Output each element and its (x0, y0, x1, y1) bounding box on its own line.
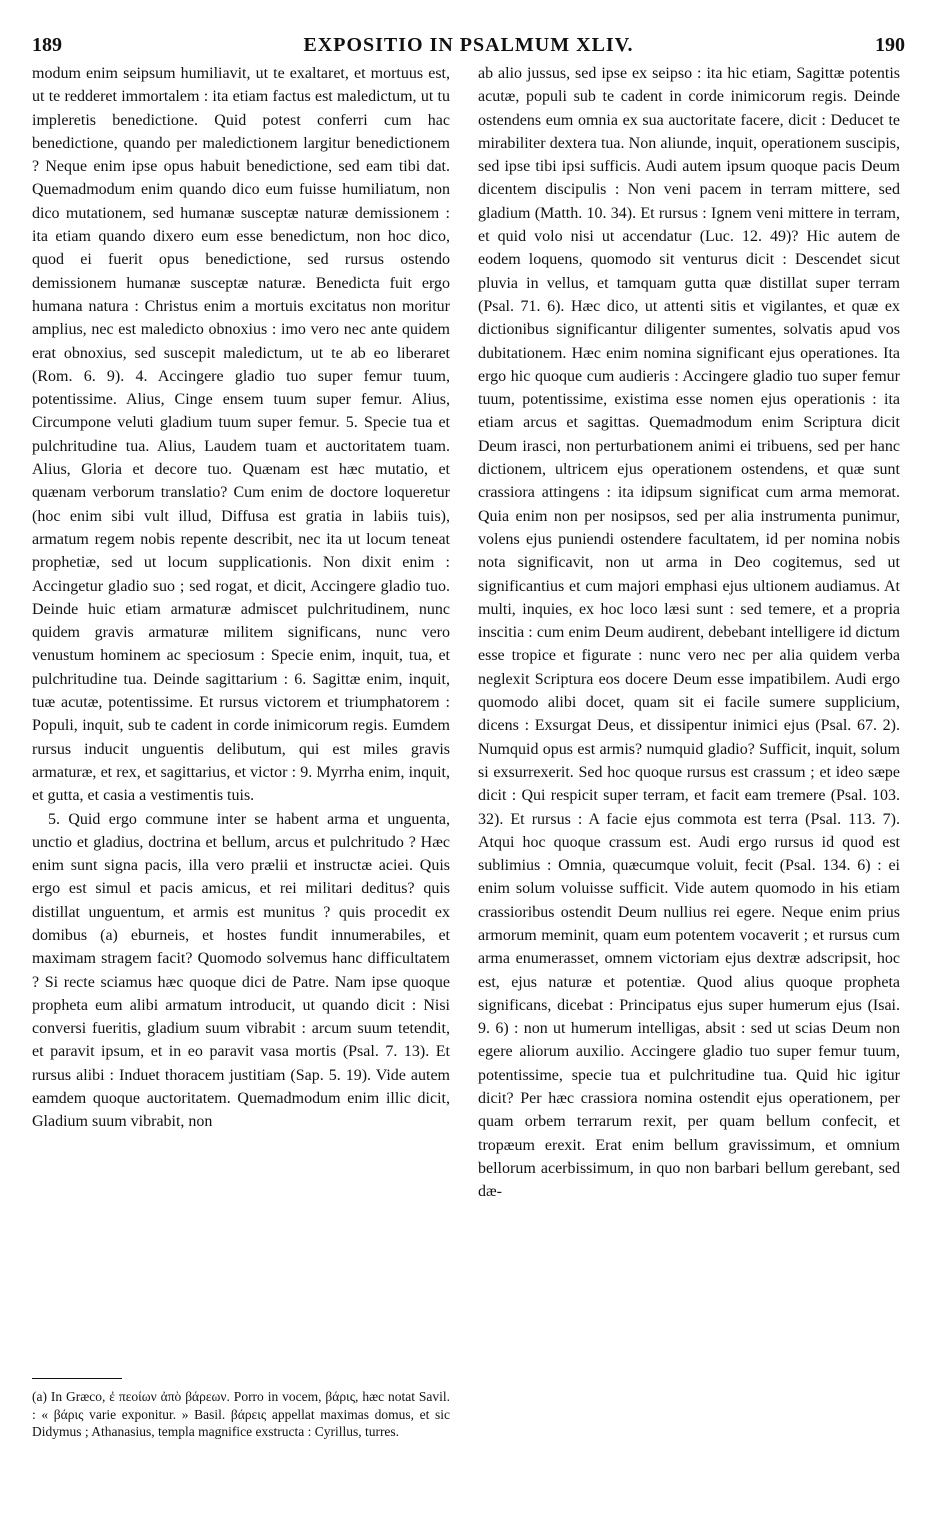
page-number-right: 190 (875, 34, 905, 56)
left-paragraph-1: modum enim seipsum humiliavit, ut te exaltaret, et mortuus est, ut te redderet immortalem : ita etiam factus est maledictum, ut tu impleretis benedictione. Quid potest conferri cum hac benedictione, quando per maledictionem largitur benedictionem ? Neque enim ipse opus habuit benedictione, sed eam tibi dat. Quemadmodum enim quando dico eum fuisse humiliatum, non dico mutationem, sed humanæ susceptæ naturæ demissionem : ita etiam quando dixero eum esse benedictum, non hoc dico, quod ei fuerit opus benedictione, sed rursus ostendo demissionem humanæ susceptæ naturæ. Benedicta fuit ergo humana natura : Christus enim a mortuis excitatus non moritur amplius, nec est maledicto obnoxius : imo vero nec ante quidem erat obnoxius, sed suscepit maledictum, ut te ab eo liberaret (Rom. 6. 9). 4. Accingere gladio tuo super femur tuum, potentissime. Alius, Cinge ensem tuum super femur. Alius, Circumpone veluti gladium tuum super femur. 5. Specie tua et pulchritudine tua. Alius, Laudem tuam et auctoritatem tuam. Alius, Gloria et decore tuo. Quænam est hæc mutatio, et quænam verborum translatio? Cum enim de doctore loqueretur (hoc enim sibi vult illud, Diffusa est gratia in labiis tuis), armatum regem nobis repente describit, nec ita ut locum teneat prophetiæ, sed ut locum supplicationis. Non dixit enim : Accingetur gladio suo ; sed rogat, et dicit, Accingere gladio tuo. Deinde huic etiam armaturæ admiscet pulchritudinem, nunc quidem gravis armaturæ militem significans, nunc vero venustum hominem ac speciosum : Specie enim, inquit, tua, et pulchritudine tua. Deinde sagittarium : 6. Sagittæ enim, inquit, tuæ acutæ, potentissime. Et rursus victorem et triumphatorem : Populi, inquit, sub te cadent in corde inimicorum regis. Eumdem rursus inducit unguentis delibutum, qui est miles gravis armaturæ, et rex, et sagittarius, et victor : 9. Myrrha enim, inquit, et gutta, et casia a vestimentis tuis. (32, 65, 450, 805)
right-paragraph-1: ab alio jussus, sed ipse ex seipso : ita hic etiam, Sagittæ potentis acutæ, populi sub te cadent in corde inimicorum regis. Deinde ostendens eum omnia ex sua auctoritate facere, dicit : Deducet te mirabiliter dextera tua. Non aliunde, inquit, operationem suscipis, sed ipse tibi ipsi sufficis. Audi autem ipsum quoque pacis Deum dicentem discipulis : Non veni pacem in terram mittere, sed gladium (Matth. 10. 34). Et rursus : Ignem veni mittere in terram, et quid volo nisi ut accendatur (Luc. 12. 49)? Hic autem de eodem loquens, quomodo sit venturus dicit : Descendet sicut pluvia in vellus, et tamquam gutta quæ distillat super terram (Psal. 71. 6). Hæc dico, ut attenti sitis et vigilantes, et quæ ex dictionibus significantur diligenter sumentes, solvatis apud vos dubitationem. Hæc enim nomina significant ejus operationes. Ita ergo hic quoque cum audieris : Accingere gladio tuo super femur tuum, potentissime, existima esse nomen ejus operationis : ita etiam arcus et sagittas. Quemadmodum enim Scriptura dicit Deum irasci, non perturbationem animi ei tribuens, sed per hanc dictionem, ultricem ejus operationem ostendens, et quæ sunt crassiora attingens : ita idipsum significat cum arma memorat. Quia enim non per nosipsos, sed per alia instrumenta punimur, volens ejus puniendi ostendere facultatem, id per nomina nobis nota significavit, non ut arma in Deo cogitemus, sed ut significantius et cum majori emphasi ejus ultionem audiamus. At multi, inquies, ex hoc loco læsi sunt : sed temere, et a propria inscitia : cum enim Deum audirent, debebant intelligere id dictum esse tropice et figurate : nunc vero nec per alia quidem verba neglexit Scriptura eos docere Deum esse impatibilem. Audi ergo quomodo alibi docet, quam sit ei facile sumere supplicium, dicens : Exsurgat Deus, et dissipentur inimici ejus (Psal. 67. 2). Numquid opus est armis? numquid gladio? Sufficit, inquit, solum si exsurrexerit. Sed hoc quoque rursus est crassum ; et ideo sæpe dicit : Qui respicit super terram, et facit eam tremere (Psal. 103. 32). Et rursus : A facie ejus commota est terra (Psal. 113. 7). Atqui hoc quoque crassum est. Audi ergo rursus id quod est sublimius : Omnia, quæcumque voluit, fecit (Psal. 134. 6) : ei enim solum voluisse sufficit. Vide autem quomodo in his etiam crassioribus ostendit Deum nullius rei egere. Neque enim prius armorum meminit, quam eum potentem vocaverit ; et rursus cum arma enumerasset, omnem victoriam ejus dextræ adscripsit, hoc est, ejus naturæ et potentiæ. Quod alius quoque propheta significans, dicebat : Principatus ejus super humerum ejus (Isai. 9. 6) : non ut humerum intelligas, absit : sed ut scias Deum non egere aliorum auxilio. Accingere gladio tuo super femur tuum, potentissime, specie tua et pulchritudine tua. Quid hic igitur dicit? Per hæc crassiora nomina ostendit ejus operationem, per quam orbem terrarum rexit, per quam bellum confecit, et tropæum erexit. Erat enim bellum gravissimum, et omnium bellorum acerbissimum, in quo non barbari bellum gerebant, sed dæ- (478, 65, 900, 1201)
running-title: EXPOSITIO IN PSALMUM XLIV. (303, 34, 634, 56)
footnote: (a) In Græco, ἐ πεοίων ἀπὸ βάρεων. Porro in vocem, βάρις, hæc notat Savil. : « βάρις varie exponitur. » Basil. βάρεις appellat maximas domus, et sic Didymus ; Athanasius, templa magnifice exstructa : Cyrillus, turres. (32, 1389, 450, 1439)
page-number-left: 189 (32, 34, 62, 56)
running-header (32, 34, 905, 62)
right-column (478, 62, 900, 1204)
left-column (32, 62, 450, 1134)
footnote-rule (32, 1378, 122, 1379)
left-paragraph-2: 5. Quid ergo commune inter se habent arma et unguenta, unctio et gladius, doctrina et bellum, arcus et pulchritudo ? Hæc enim sunt signa pacis, illa vero prælii et instructæ aciei. Quis ergo est simul et pacis amicus, et rei militari deditus? quis distillat unguentum, et armis est munitus ? quis procedit ex domibus (a) eburneis, et hostes fundit innumerabiles, et maximam stragem facit? Quomodo solvemus hanc difficultatem ? Si recte sciamus hæc quoque dici de Patre. Nam ipse quoque propheta eum alibi armatum introducit, ut quando dicit : Nisi conversi fueritis, gladium suum vibrabit : arcum suum tetendit, et paravit ipsum, et in eo paravit vasa mortis (Psal. 7. 13). Et rursus alibi : Induet thoracem justitiam (Sap. 5. 19). Vide autem eamdem quoque auctoritatem. Quemadmodum enim illic dicit, Gladium suum vibrabit, non (32, 810, 450, 1131)
